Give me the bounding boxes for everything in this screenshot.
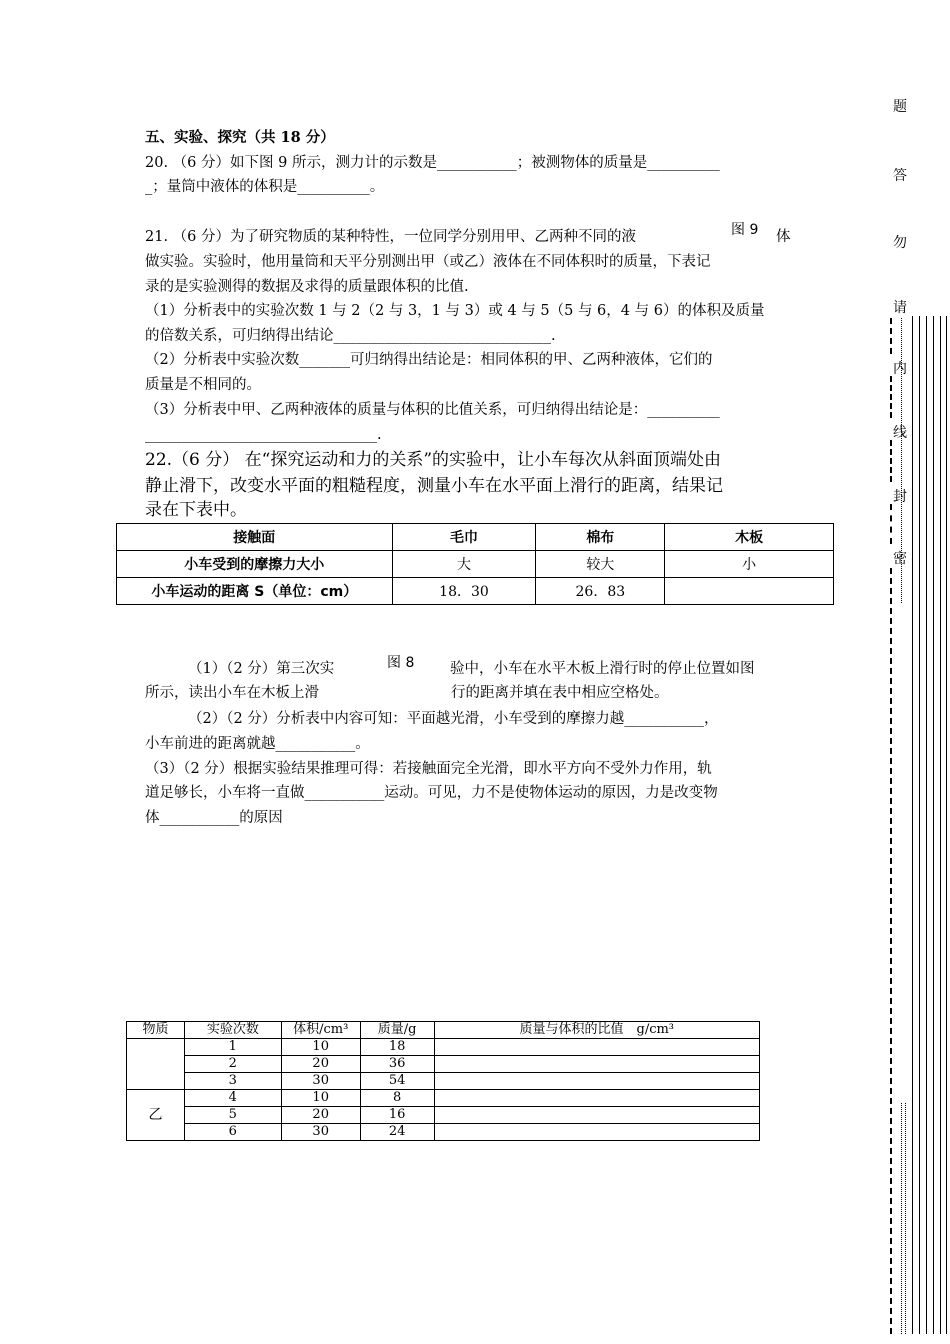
table-row [127,1039,760,1056]
table-row [127,1124,760,1141]
t2-cell: 2 [184,1056,281,1073]
q21-line1-end: 体 [776,229,791,245]
t1-distance-wood [665,578,834,605]
table-row [127,1090,760,1107]
t2-cell: 8 [360,1090,434,1107]
binding-dotted-line [905,1103,906,1334]
q20-line1: 20. （6 分）如下图 9 所示，测力计的示数是___________；被测物体的质量是__________ [145,155,720,171]
t1-row-friction-label: 小车受到的摩擦力大小 [117,551,393,578]
t2-cell: 20 [281,1056,360,1073]
q22-p3-b: 道足够长，小车将一直做___________运动。可见，力不是使物体运动的原因，力是改变物 [145,785,718,801]
q21-line9: ________________________________. [145,427,382,443]
side-char-xian: 线 [893,425,907,441]
side-char-ti: 题 [893,99,907,115]
q21-line3: 录的是实验测得的数据及求得的质量跟体积的比值. [145,279,469,295]
margin-rule [940,316,941,1334]
binding-dash [890,318,892,354]
t2-header-trial: 实验次数 [184,1022,281,1039]
t2-substance-jia [127,1039,185,1090]
fig8-label: 图 8 [387,655,415,671]
t1-header-surface: 接触面 [117,524,393,551]
margin-rule [919,316,920,1334]
t2-cell: 18 [360,1039,434,1056]
t2-cell: 24 [360,1124,434,1141]
t2-cell: 20 [281,1107,360,1124]
t1-header-towel: 毛巾 [392,524,536,551]
binding-dash [890,504,892,544]
t1-friction-cotton: 较大 [536,551,665,578]
q22-p1-c: 所示，读出小车在木板上滑 [145,685,319,701]
t2-cell: 4 [184,1090,281,1107]
side-char-mi: 密 [893,551,907,567]
t2-cell: 1 [184,1039,281,1056]
q22-line1: 22.（6 分） 在“探究运动和力的关系”的实验中，让小车每次从斜面顶端处由 [145,450,722,470]
table-row [127,1107,760,1124]
q22-p1-a: （1）（2 分）第三次实 [188,661,335,677]
t1-row-distance-label: 小车运动的距离 S（单位：cm） [117,578,393,605]
q21-line1: 21. （6 分）为了研究物质的某种特性，一位同学分别用甲、乙两种不同的液 [145,229,637,245]
q21-line2: 做实验。实验时，他用量筒和天平分别测出甲（或乙）液体在不同体积时的质量，下表记 [145,254,711,270]
side-char-feng: 封 [893,489,907,505]
q21-line4: （1）分析表中的实验次数 1 与 2（2 与 3，1 与 3）或 4 与 5（5 与 6，4 与 6）的体积及质量 [145,303,765,319]
t2-header-ratio: 质量与体积的比值 g/cm³ [434,1022,759,1039]
q21-line5: 的倍数关系，可归纳得出结论______________________________. [145,328,556,344]
t1-distance-cotton: 26．83 [536,578,665,605]
t1-friction-towel: 大 [392,551,536,578]
q22-p2-a: （2）（2 分）分析表中内容可知：平面越光滑，小车受到的摩擦力越___________， [188,711,719,727]
side-char-nei: 内 [893,361,907,377]
q22-p1-b: 验中，小车在水平木板上滑行时的停止位置如图 [450,661,755,677]
table-row [127,1073,760,1090]
binding-dash [890,440,892,482]
t2-cell: 5 [184,1107,281,1124]
margin-rule [926,316,927,1334]
t2-cell: 30 [281,1124,360,1141]
friction-table [116,523,834,605]
q21-line7: 质量是不相同的。 [145,377,261,393]
t2-header-volume: 体积/cm³ [281,1022,360,1039]
q21-line6: （2）分析表中实验次数_______可归纳得出结论是：相同体积的甲、乙两种液体，它们的 [145,352,713,368]
t1-distance-towel: 18．30 [392,578,536,605]
t2-cell [434,1107,759,1124]
t2-substance-yi: 乙 [127,1090,185,1141]
t2-cell [434,1073,759,1090]
t1-friction-wood: 小 [665,551,834,578]
t1-header-wood: 木板 [665,524,834,551]
t2-cell: 10 [281,1039,360,1056]
q22-line2: 静止滑下，改变水平面的粗糙程度，测量小车在水平面上滑行的距离，结果记 [145,476,723,496]
density-table [126,1021,760,1141]
section-title: 五、实验、探究（共 18 分） [145,129,335,146]
margin-rule [946,316,947,1334]
t1-header-cotton: 棉布 [536,524,665,551]
t2-header-mass: 质量/g [360,1022,434,1039]
margin-rule [912,316,913,1334]
q22-line3: 录在下表中。 [145,500,247,520]
q20-line2: _；量筒中液体的体积是__________。 [145,179,385,195]
t2-cell: 36 [360,1056,434,1073]
margin-rule [933,316,934,1334]
binding-dotted-line [901,318,902,603]
q22-p1-d: 行的距离并填在表中相应空格处。 [451,685,669,701]
q22-p3-c: 体___________的原因 [145,810,283,826]
q22-p2-b: 小车前进的距离就越___________。 [145,736,370,752]
binding-dash [890,568,892,1334]
binding-dotted-line [901,1103,902,1334]
t2-cell [434,1124,759,1141]
t2-cell [434,1056,759,1073]
t2-cell [434,1039,759,1056]
t2-header-substance: 物质 [127,1022,185,1039]
q21-line8: （3）分析表中甲、乙两种液体的质量与体积的比值关系，可归纳得出结论是：__________ [145,402,720,418]
t2-cell: 30 [281,1073,360,1090]
table-row [127,1056,760,1073]
t2-cell: 16 [360,1107,434,1124]
q22-p3-a: （3）（2 分）根据实验结果推理可得：若接触面完全光滑，即水平方向不受外力作用，轨 [145,761,712,777]
side-char-wu: 勿 [893,235,907,251]
t2-cell [434,1090,759,1107]
binding-dash [890,376,892,418]
side-char-qing: 请 [893,300,907,316]
t2-cell: 10 [281,1090,360,1107]
t2-cell: 3 [184,1073,281,1090]
side-char-da: 答 [893,168,907,184]
t2-cell: 6 [184,1124,281,1141]
fig9-label: 图 9 [731,222,759,238]
t2-cell: 54 [360,1073,434,1090]
